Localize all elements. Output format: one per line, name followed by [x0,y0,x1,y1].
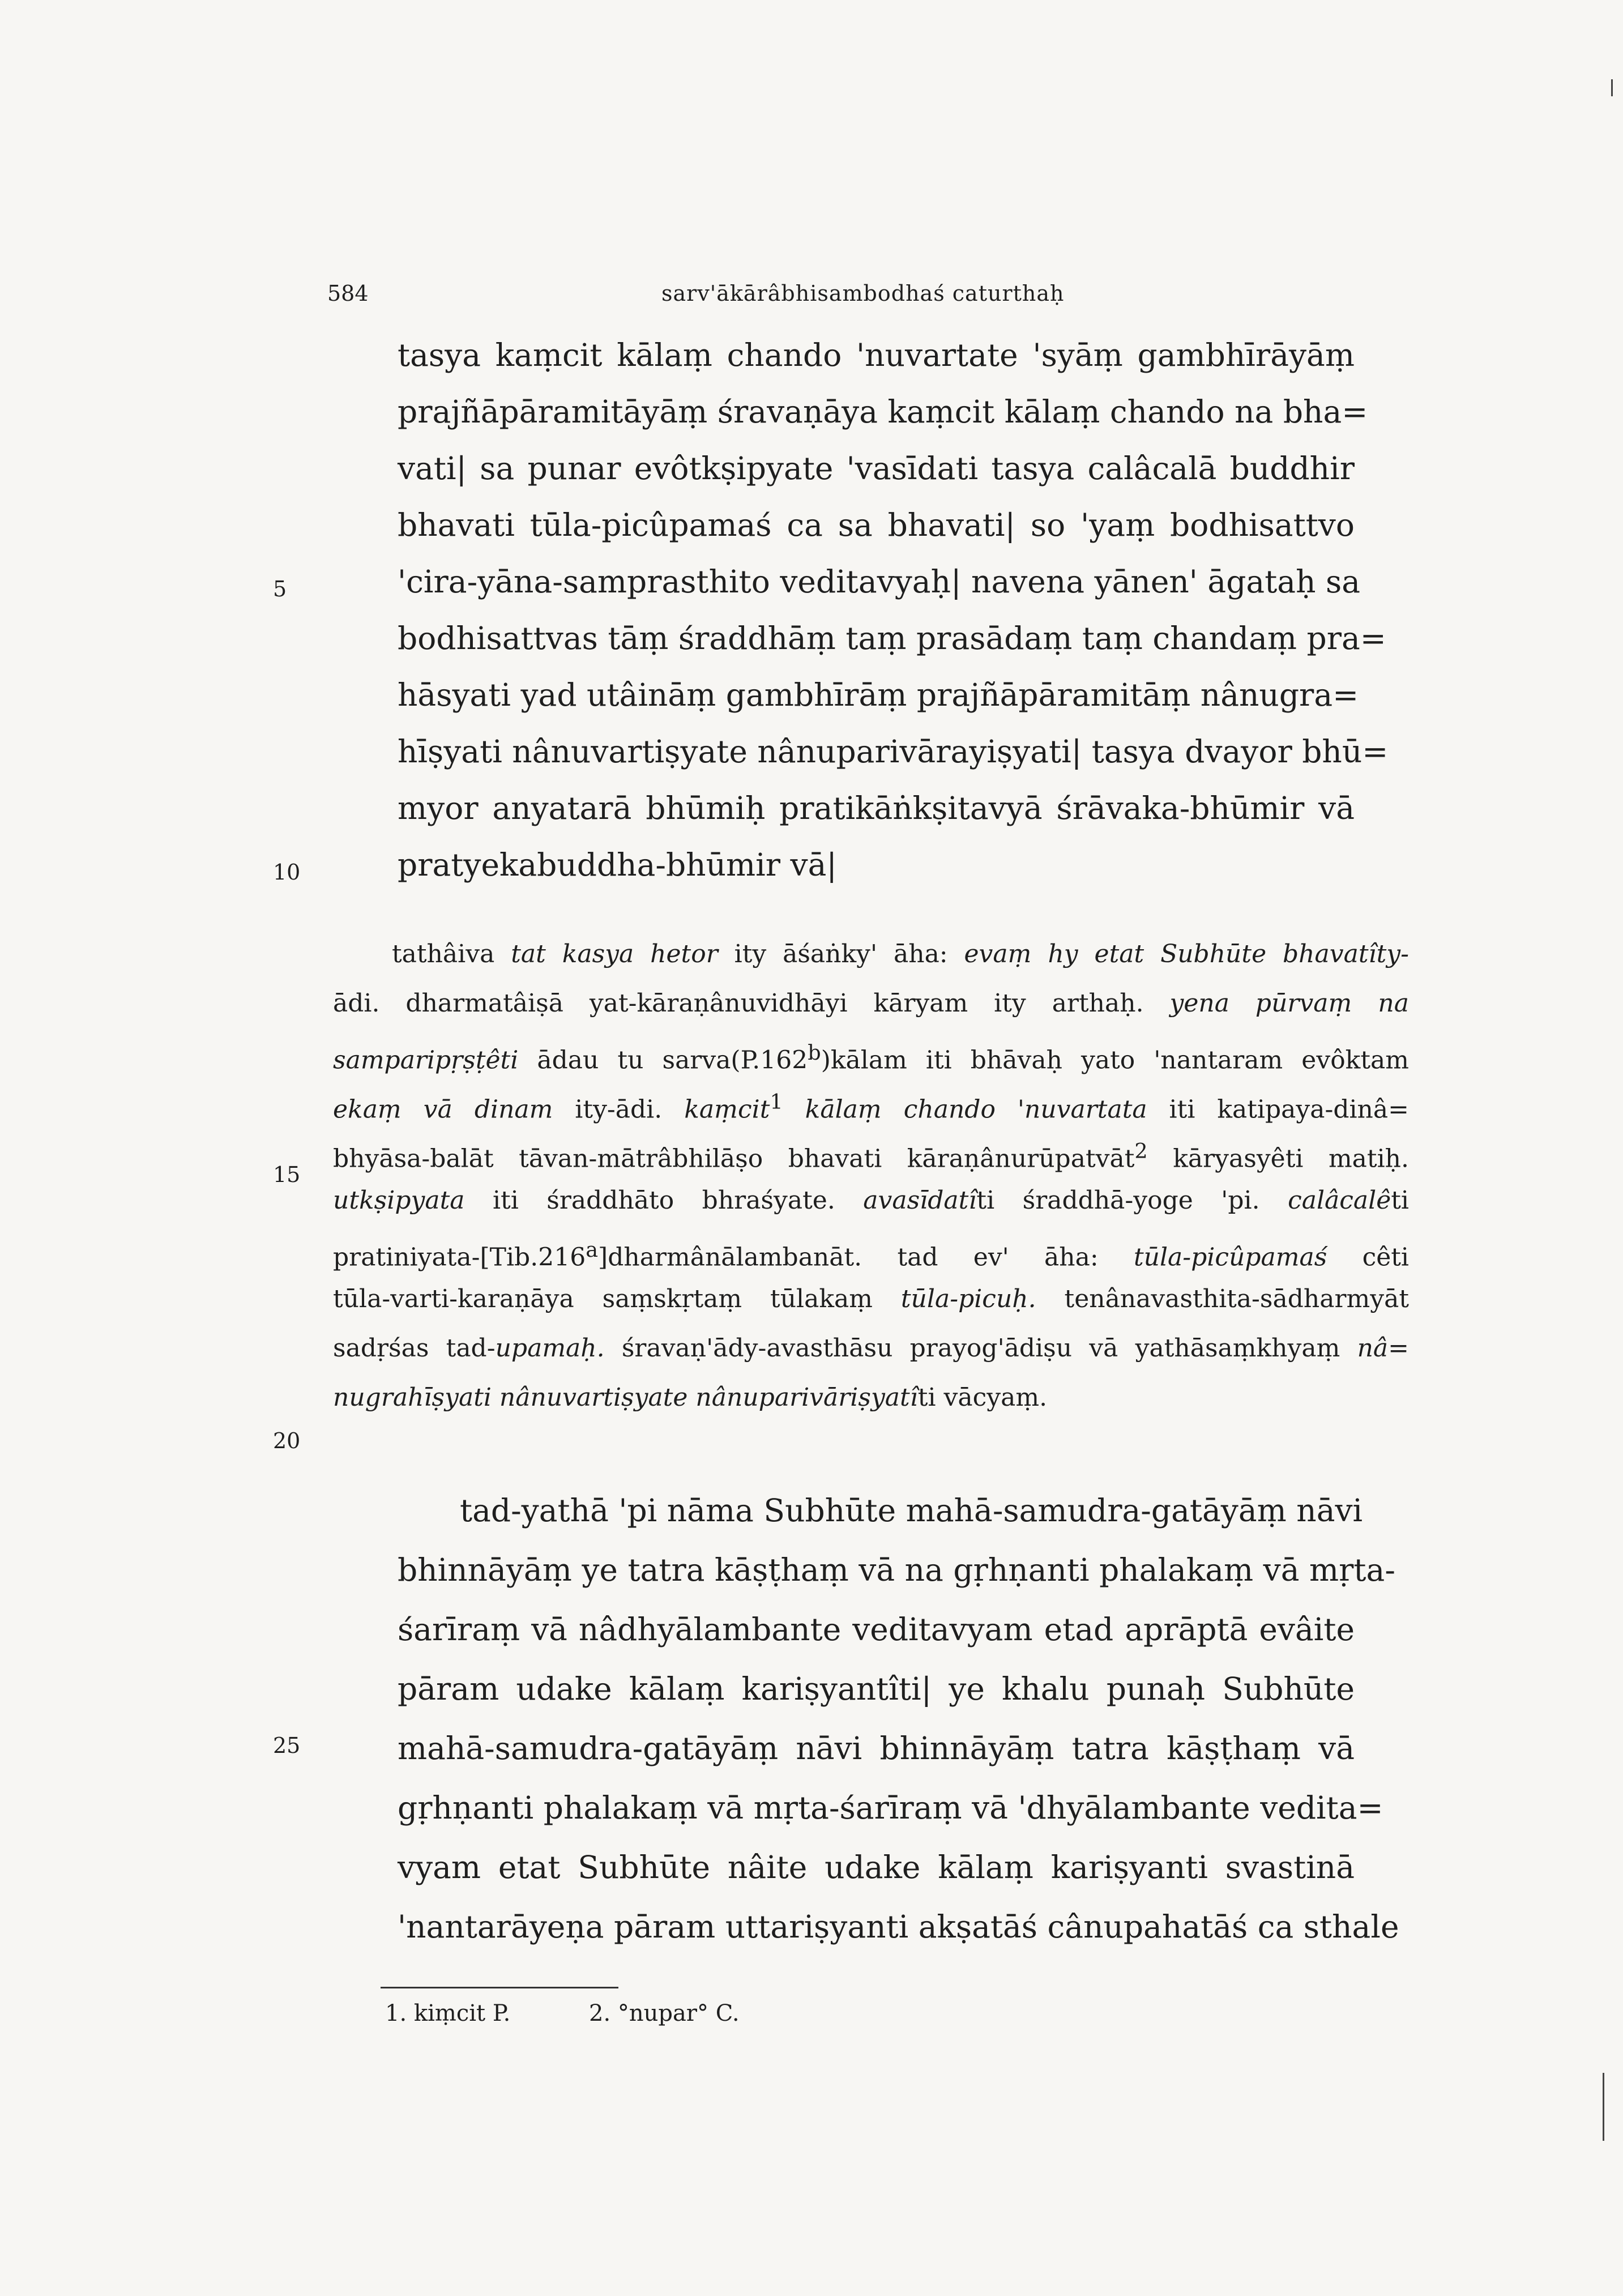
text-italic: nugrahīṣyati nânuvartiṣyate nânuparivāriṣyatî [333,1383,918,1412]
text: pratiniyata-[Tib.216 [333,1243,586,1272]
text-italic: samparipṛṣṭêti [333,1045,519,1075]
text-italic: avasīdatî [863,1186,977,1215]
line-number: 20 [273,1428,301,1453]
superscript: a [586,1237,599,1262]
text: tenânavasthita-sādharmyāt [1036,1284,1409,1313]
line-number: 25 [273,1733,301,1758]
commentary-line [333,1184,1409,1218]
text-italic: yena pūrvaṃ na [1169,989,1409,1018]
footnote-rule [381,1987,618,1988]
main-line: 'nantarāyeṇa pāram uttariṣyanti akṣatāś cânupahatāś ca sthale [398,1909,1399,1945]
line-number: 15 [273,1162,301,1187]
commentary-line [333,1381,1409,1415]
text: śravaṇ'ādy-avasthāsu prayog'ādiṣu vā yathāsaṃkhyaṃ [604,1334,1357,1363]
main-line: vyam etat Subhūte nâite udake kālaṃ kariṣyanti svastinā [398,1849,1355,1885]
main-line: hāsyati yad utâināṃ gambhīrāṃ prajñāpāramitāṃ nânugra= [398,677,1359,713]
line-number: 5 [273,577,287,601]
commentary-line [333,1134,1409,1176]
main-line: śarīraṃ vā nâdhyālambante veditavyam etad aprāptā evâite [398,1611,1355,1648]
main-line: bodhisattvas tāṃ śraddhāṃ taṃ prasādaṃ taṃ chandaṃ pra= [398,620,1386,656]
text: ity āśaṅky' āha: [717,940,964,968]
commentary-line [333,1282,1409,1316]
commentary-line [333,1331,1409,1365]
text: ti vācyaṃ. [917,1383,1048,1412]
text-italic: tūla-picûpamaś [1133,1243,1327,1272]
scan-mark [1603,2073,1604,2141]
footnote-ref: 2 [1134,1139,1148,1163]
commentary-line [333,987,1409,1021]
text: ]dharmânālambanāt. tad ev' āha: [598,1243,1134,1272]
text: ity-ādi. [553,1095,685,1124]
text-italic: ekaṃ vā dinam [333,1095,553,1124]
text: ti śraddhā-yoge 'pi. [976,1186,1288,1215]
text: bhyāsa-balāt tāvan-mātrâbhilāṣo bhavati kāraṇânurūpatvāt [333,1144,1135,1173]
text: cêti [1327,1243,1409,1272]
text: tathâiva [392,940,511,968]
main-line: hīṣyati nânuvartiṣyate nânuparivārayiṣyati| tasya dvayor bhū= [398,733,1389,770]
main-line: bhavati tūla-picûpamaś ca sa bhavati| so 'yaṃ bodhisattvo [398,507,1355,543]
text-italic: nâ= [1357,1334,1409,1363]
text: )kālam iti bhāvaḥ yato 'nantaram evôktam [821,1045,1409,1075]
text: iti katipaya-dinâ= [1147,1095,1409,1124]
main-line: bhinnāyāṃ ye tatra kāṣṭhaṃ vā na gṛhṇanti phalakaṃ vā mṛta- [398,1552,1395,1588]
main-line: tasya kaṃcit kālaṃ chando 'nuvartate 'syāṃ gambhīrāyāṃ [398,337,1355,373]
main-line: pratyekabuddha-bhūmir vā| [398,847,837,883]
page-number: 584 [327,281,369,306]
scan-mark [1611,79,1613,96]
main-line: myor anyatarā bhūmiḥ pratikāṅkṣitavyā śrāvaka-bhūmir vā [398,790,1355,826]
main-line: pāram udake kālaṃ kariṣyantîti| ye khalu punaḥ Subhūte [398,1671,1355,1707]
running-title: sarv'ākārâbhisambodhaś caturthaḥ [661,281,1065,306]
main-line: prajñāpāramitāyāṃ śravaṇāya kaṃcit kālaṃ chando na bha= [398,394,1368,430]
commentary-line [333,1036,1409,1078]
line-number: 10 [273,860,301,885]
main-line: vati| sa punar evôtkṣipyate 'vasīdati tasya calâcalā buddhir [398,450,1355,486]
text-italic: evaṃ hy etat Subhūte bhavatîty- [964,940,1409,968]
footnote: 1. kiṃcit P. [385,2000,511,2026]
text: ādi. dharmatâiṣā yat-kāraṇânuvidhāyi kāryam ity arthaḥ. [333,989,1170,1018]
text-italic: tat kasya hetor [511,940,718,968]
text: iti śraddhāto bhraśyate. [464,1186,864,1215]
text-italic: tūla-picuḥ. [900,1284,1036,1313]
commentary-line [392,937,1409,971]
text: ti [1391,1186,1410,1215]
text-italic: kālaṃ chando 'nuvartata [783,1095,1147,1124]
main-line: tad-yathā 'pi nāma Subhūte mahā-samudra-gatāyāṃ nāvi [460,1492,1363,1529]
text: sadṛśas tad- [333,1334,496,1363]
text: kāryasyêti matiḥ. [1147,1144,1409,1173]
main-line: mahā-samudra-gatāyāṃ nāvi bhinnāyāṃ tatra kāṣṭhaṃ vā [398,1730,1355,1766]
main-line: 'cira-yāna-samprasthito veditavyaḥ| navena yānen' āgataḥ sa [398,564,1361,600]
text-italic: calâcalê [1288,1186,1391,1215]
text-italic: utkṣipyata [333,1186,465,1215]
footnote-ref: 1 [770,1090,783,1114]
text-italic: kaṃcit [684,1095,770,1124]
text-italic: upamaḥ. [495,1334,605,1363]
commentary-line [333,1085,1409,1127]
footnote: 2. °nupar° C. [589,2000,740,2026]
commentary-line [333,1233,1409,1275]
text: ādau tu sarva(P.162 [518,1045,808,1075]
main-line: gṛhṇanti phalakaṃ vā mṛta-śarīraṃ vā 'dhyālambante vedita= [398,1790,1383,1826]
superscript: b [808,1040,821,1065]
text: tūla-varti-karaṇāya saṃskṛtaṃ tūlakaṃ [333,1284,901,1313]
